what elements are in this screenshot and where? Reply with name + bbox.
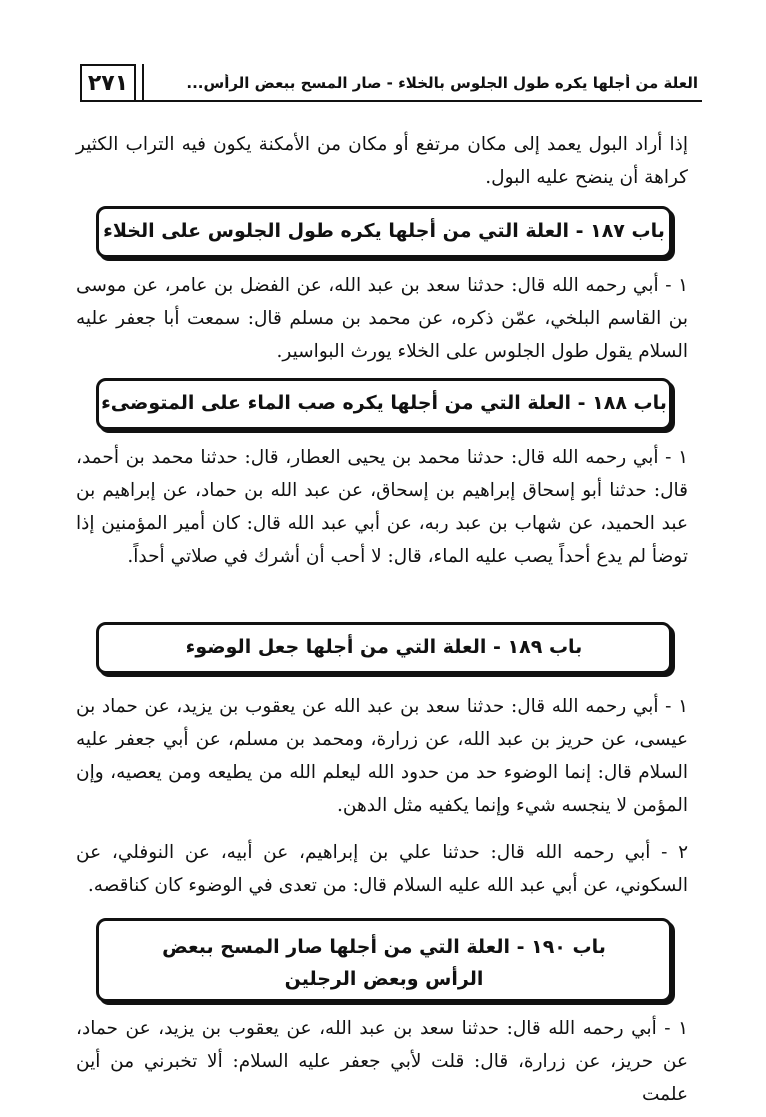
- chapter-heading-187: باب ١٨٧ - العلة التي من أجلها يكره طول الجلوس على الخلاء: [96, 206, 672, 258]
- hadith-188-1: ١ - أبي رحمه الله قال: حدثنا محمد بن يحيى العطار، قال: حدثنا محمد بن أحمد، قال: حدثنا أبو إسحاق إبراهيم بن إسحاق، عن عبد الله بن حماد، عن إبراهيم بن عبد الحميد، عن شهاب بن عبد ربه، عن أبي عبد الله قال: كان أمير المؤمنين إذا توضأ لم يدع أحداً يصب عليه الماء، قال: لا أحب أن أشرك في صلاتي أحداً.: [76, 447, 688, 567]
- chapter-heading-190-line1: باب ١٩٠ - العلة التي من أجلها صار المسح ببعض: [162, 936, 606, 958]
- header-divider: [142, 64, 144, 102]
- chapter-heading-189: باب ١٨٩ - العلة التي من أجلها جعل الوضوء: [96, 622, 672, 674]
- intro-paragraph: إذا أراد البول يعمد إلى مكان مرتفع أو مكان من الأمكنة يكون فيه التراب الكثير كراهة أن ينضح عليه البول.: [76, 134, 688, 188]
- header-rule: [80, 100, 702, 102]
- chapter-heading-190-line2: الرأس وبعض الرجلين: [284, 968, 484, 990]
- hadith-187-1: ١ - أبي رحمه الله قال: حدثنا سعد بن عبد الله، عن الفضل بن عامر، عن موسى بن القاسم البلخي، عمّن ذكره، عن محمد بن مسلم قال: سمعت أبا جعفر عليه السلام يقول طول الجلوس على الخلاء يورث البواسير.: [76, 275, 688, 362]
- running-header: [80, 58, 702, 102]
- page-number: ٢٧١: [80, 64, 136, 102]
- hadith-190-1: ١ - أبي رحمه الله قال: حدثنا سعد بن عبد الله، عن يعقوب بن يزيد، عن حماد، عن حريز، عن زرارة، قال: قلت لأبي جعفر عليه السلام: ألا تخبرني من أين علمت: [76, 1018, 688, 1105]
- chapter-heading-190: [96, 918, 672, 1002]
- hadith-189-1: ١ - أبي رحمه الله قال: حدثنا سعد بن عبد الله عن يعقوب بن يزيد، عن حماد بن عيسى، عن حريز بن عبد الله، عن زرارة، ومحمد بن مسلم، عن أبي جعفر عليه السلام قال: إنما الوضوء حد من حدود الله ليعلم الله من يطيعه ومن يعصيه، وإن المؤمن لا ينجسه شيء وإنما يكفيه مثل الدهن.: [76, 696, 688, 816]
- hadith-189-2: ٢ - أبي رحمه الله قال: حدثنا علي بن إبراهيم، عن أبيه، عن النوفلي، عن السكوني، عن أبي عبد الله عليه السلام قال: من تعدى في الوضوء كان كناقصه.: [76, 842, 688, 896]
- running-title: العلة من أجلها يكره طول الجلوس بالخلاء - صار المسح ببعض الرأس...: [186, 74, 698, 92]
- chapter-heading-188: باب ١٨٨ - العلة التي من أجلها يكره صب الماء على المتوضىء: [96, 378, 672, 430]
